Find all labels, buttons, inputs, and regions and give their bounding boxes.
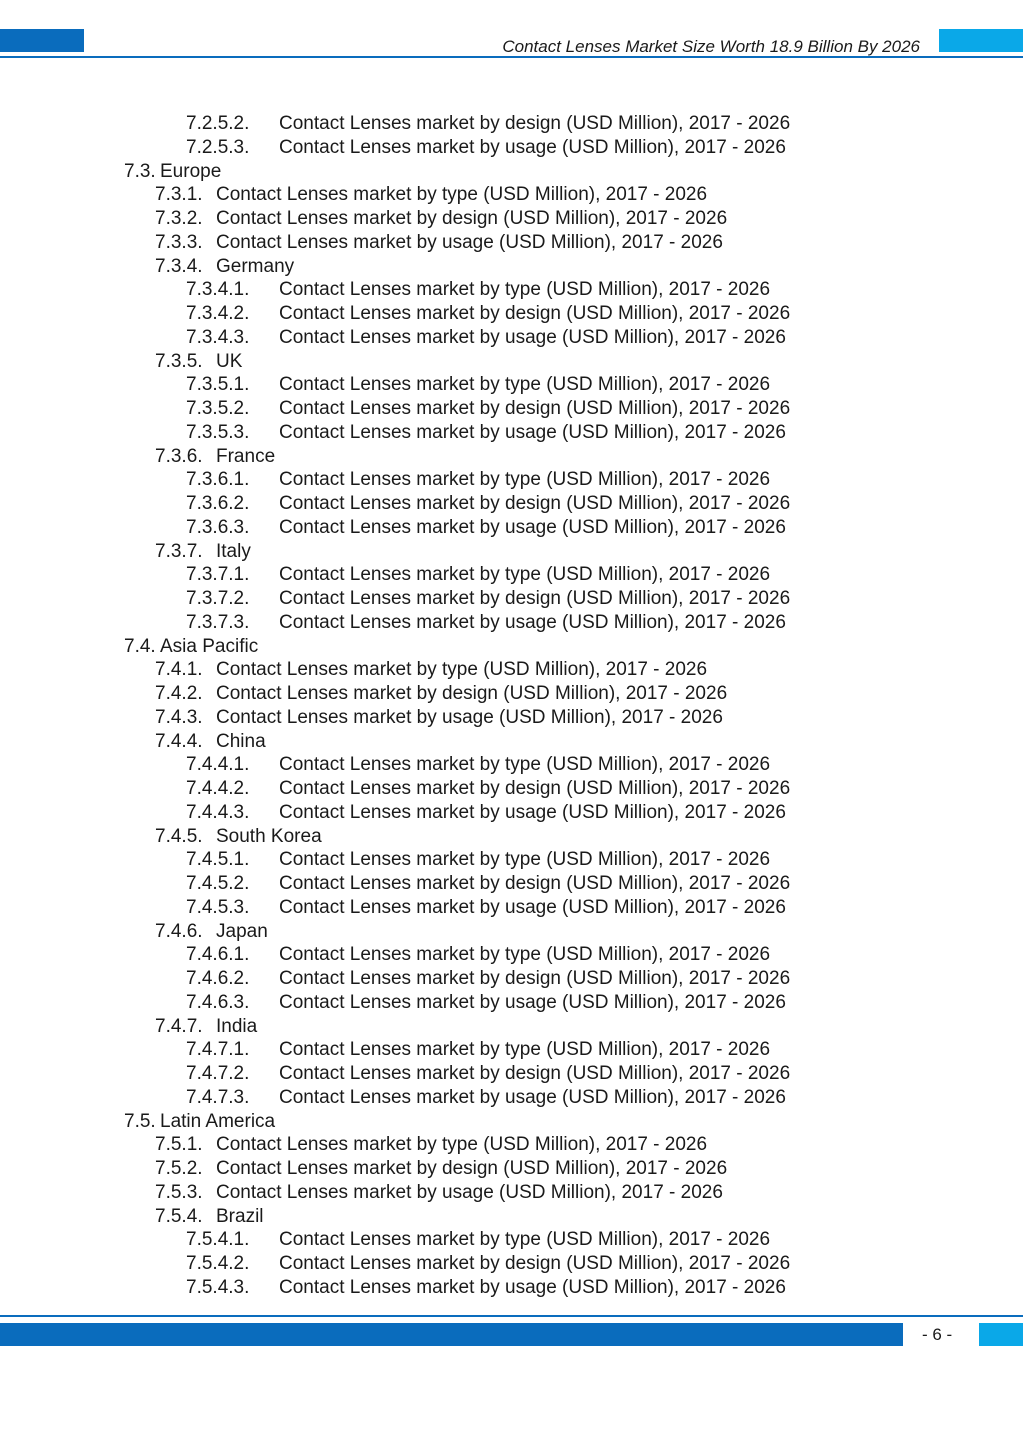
toc-entry-number: 7.4.1. xyxy=(155,659,203,680)
toc-entry-number: 7.3.5.3. xyxy=(186,422,250,443)
toc-entry-title: Contact Lenses market by design (USD Million), 2017 - 2026 xyxy=(279,1063,791,1084)
toc-entry-number: 7.4.7.3. xyxy=(186,1087,250,1108)
toc-entry-number: 7.4.6.1. xyxy=(186,944,250,965)
toc-entry-title: Contact Lenses market by type (USD Million), 2017 - 2026 xyxy=(279,374,771,395)
toc-entry-title: Contact Lenses market by usage (USD Million), 2017 - 2026 xyxy=(279,517,786,538)
toc-entry-title: Brazil xyxy=(216,1206,264,1227)
toc-entry-number: 7.3.7. xyxy=(155,541,203,562)
toc-entry-title: Contact Lenses market by type (USD Million), 2017 - 2026 xyxy=(279,754,771,775)
toc-entry-title: Contact Lenses market by design (USD Million), 2017 - 2026 xyxy=(279,968,791,989)
toc-entry-title: Contact Lenses market by usage (USD Million), 2017 - 2026 xyxy=(279,992,786,1013)
toc-entry-title: Contact Lenses market by usage (USD Million), 2017 - 2026 xyxy=(279,1277,786,1298)
header-accent-left xyxy=(0,29,84,52)
toc-entry-number: 7.3.6. xyxy=(155,446,203,467)
toc-entry-number: 7.4.7. xyxy=(155,1016,203,1037)
toc-entry-title: Contact Lenses market by design (USD Million), 2017 - 2026 xyxy=(279,113,791,134)
toc-entry-title: Italy xyxy=(216,541,251,562)
toc-entry-title: South Korea xyxy=(216,826,322,847)
toc-entry-number: 7.3.5.2. xyxy=(186,398,250,419)
toc-entry-number: 7.4.7.1. xyxy=(186,1039,250,1060)
toc-entry-number: 7.4.4.1. xyxy=(186,754,250,775)
toc-entry-title: Contact Lenses market by type (USD Million), 2017 - 2026 xyxy=(279,279,771,300)
toc-entry-title: Contact Lenses market by usage (USD Million), 2017 - 2026 xyxy=(279,422,786,443)
toc-entry-title: Contact Lenses market by design (USD Million), 2017 - 2026 xyxy=(279,398,791,419)
toc-entry-number: 7.3.4.2. xyxy=(186,303,250,324)
toc-entry-number: 7.4.5.3. xyxy=(186,897,250,918)
toc-entry-number: 7.5.4.1. xyxy=(186,1229,250,1250)
toc-entry-number: 7.3.4.1. xyxy=(186,279,250,300)
toc-entry-title: Contact Lenses market by usage (USD Million), 2017 - 2026 xyxy=(279,897,786,918)
toc-entry-title: Contact Lenses market by usage (USD Million), 2017 - 2026 xyxy=(279,137,786,158)
toc-entry-number: 7.3.5. xyxy=(155,351,203,372)
toc-entry-number: 7.3.7.2. xyxy=(186,588,250,609)
toc-entry-number: 7.3.6.3. xyxy=(186,517,250,538)
footer-bar-left xyxy=(0,1323,903,1346)
toc-entry-title: Contact Lenses market by usage (USD Million), 2017 - 2026 xyxy=(279,1087,786,1108)
toc-entry-number: 7.3.1. xyxy=(155,184,203,205)
toc-entry-title: China xyxy=(216,731,266,752)
toc-entry-number: 7.4.4.2. xyxy=(186,778,250,799)
toc-entry-number: 7.4.5. xyxy=(155,826,203,847)
toc-entry-title: Contact Lenses market by design (USD Million), 2017 - 2026 xyxy=(279,1253,791,1274)
toc-entry-number: 7.5.4.2. xyxy=(186,1253,250,1274)
toc-entry-title: Contact Lenses market by design (USD Million), 2017 - 2026 xyxy=(216,208,728,229)
toc-entry-title: Latin America xyxy=(160,1111,276,1132)
toc-entry-title: Europe xyxy=(160,161,222,182)
toc-entry-title: Contact Lenses market by type (USD Million), 2017 - 2026 xyxy=(279,564,771,585)
toc-entry-number: 7.4.5.2. xyxy=(186,873,250,894)
toc-entry-title: Contact Lenses market by usage (USD Million), 2017 - 2026 xyxy=(279,327,786,348)
toc-entry-title: Japan xyxy=(216,921,268,942)
header-title: Contact Lenses Market Size Worth 18.9 Billion By 2026 xyxy=(502,37,920,56)
toc-entry-number: 7.3.3. xyxy=(155,232,203,253)
toc-entry-number: 7.4.4.3. xyxy=(186,802,250,823)
toc-entry-number: 7.4.3. xyxy=(155,707,203,728)
toc-entry-number: 7.3.2. xyxy=(155,208,203,229)
toc-entry-number: 7.4.4. xyxy=(155,731,203,752)
toc-entry-number: 7.4.5.1. xyxy=(186,849,250,870)
toc-entry-number: 7.4.6.3. xyxy=(186,992,250,1013)
toc-entry-title: Contact Lenses market by type (USD Million), 2017 - 2026 xyxy=(279,1039,771,1060)
toc-entry-number: 7.4.7.2. xyxy=(186,1063,250,1084)
toc-entry-title: Asia Pacific xyxy=(160,636,259,657)
footer-bar-right xyxy=(979,1323,1023,1346)
toc-entry-number: 7.4.6. xyxy=(155,921,203,942)
toc-entry-number: 7.2.5.3. xyxy=(186,137,250,158)
toc-entry-number: 7.3.5.1. xyxy=(186,374,250,395)
toc-entry-number: 7.5.1. xyxy=(155,1134,203,1155)
toc-entry-title: Contact Lenses market by design (USD Million), 2017 - 2026 xyxy=(216,683,728,704)
toc-entry-number: 7.3.7.1. xyxy=(186,564,250,585)
header-rule xyxy=(0,56,1023,58)
toc-entry-title: India xyxy=(216,1016,258,1037)
toc-entry-number: 7.5.4.3. xyxy=(186,1277,250,1298)
toc-entry-number: 7.3.7.3. xyxy=(186,612,250,633)
toc-entry-title: Contact Lenses market by type (USD Million), 2017 - 2026 xyxy=(279,944,771,965)
toc-entry-number: 7.3.6.2. xyxy=(186,493,250,514)
toc-entry-title: UK xyxy=(216,351,243,372)
toc-entry-title: Contact Lenses market by usage (USD Million), 2017 - 2026 xyxy=(279,802,786,823)
toc-entry-title: Contact Lenses market by design (USD Million), 2017 - 2026 xyxy=(279,303,791,324)
footer-rule xyxy=(0,1315,1023,1317)
toc-entry-number: 7.4.2. xyxy=(155,683,203,704)
toc-entry-title: Contact Lenses market by usage (USD Million), 2017 - 2026 xyxy=(216,707,723,728)
toc-entry-title: Contact Lenses market by usage (USD Million), 2017 - 2026 xyxy=(216,1182,723,1203)
toc-entry-title: Germany xyxy=(216,256,295,277)
toc-entry-number: 7.5.2. xyxy=(155,1158,203,1179)
page-number: - 6 - xyxy=(922,1325,953,1344)
header-accent-right xyxy=(939,29,1023,52)
toc-entry-number: 7.4.6.2. xyxy=(186,968,250,989)
toc-entry-title: France xyxy=(216,446,276,467)
toc-entry-title: Contact Lenses market by type (USD Million), 2017 - 2026 xyxy=(216,184,708,205)
toc-entry-title: Contact Lenses market by type (USD Million), 2017 - 2026 xyxy=(216,1134,708,1155)
toc-entry-number: 7.4. xyxy=(124,636,156,657)
toc-entry-title: Contact Lenses market by type (USD Million), 2017 - 2026 xyxy=(216,659,708,680)
toc-entry-title: Contact Lenses market by type (USD Million), 2017 - 2026 xyxy=(279,469,771,490)
toc-entry-title: Contact Lenses market by design (USD Million), 2017 - 2026 xyxy=(279,778,791,799)
toc-entry-number: 7.5. xyxy=(124,1111,156,1132)
toc-entry-number: 7.3.4. xyxy=(155,256,203,277)
toc-entry-title: Contact Lenses market by design (USD Million), 2017 - 2026 xyxy=(279,873,791,894)
toc-entry-title: Contact Lenses market by type (USD Million), 2017 - 2026 xyxy=(279,849,771,870)
toc-entry-number: 7.3.6.1. xyxy=(186,469,250,490)
toc-entry-title: Contact Lenses market by design (USD Million), 2017 - 2026 xyxy=(279,493,791,514)
toc-entry-number: 7.2.5.2. xyxy=(186,113,250,134)
toc-entry-number: 7.3. xyxy=(124,161,156,182)
toc-entry-title: Contact Lenses market by design (USD Million), 2017 - 2026 xyxy=(216,1158,728,1179)
toc-entry-title: Contact Lenses market by design (USD Million), 2017 - 2026 xyxy=(279,588,791,609)
toc-entry-number: 7.5.3. xyxy=(155,1182,203,1203)
toc-entry-title: Contact Lenses market by usage (USD Million), 2017 - 2026 xyxy=(216,232,723,253)
toc-entry-title: Contact Lenses market by type (USD Million), 2017 - 2026 xyxy=(279,1229,771,1250)
toc-entry-title: Contact Lenses market by usage (USD Million), 2017 - 2026 xyxy=(279,612,786,633)
toc-entry-number: 7.5.4. xyxy=(155,1206,203,1227)
toc-entry-number: 7.3.4.3. xyxy=(186,327,250,348)
